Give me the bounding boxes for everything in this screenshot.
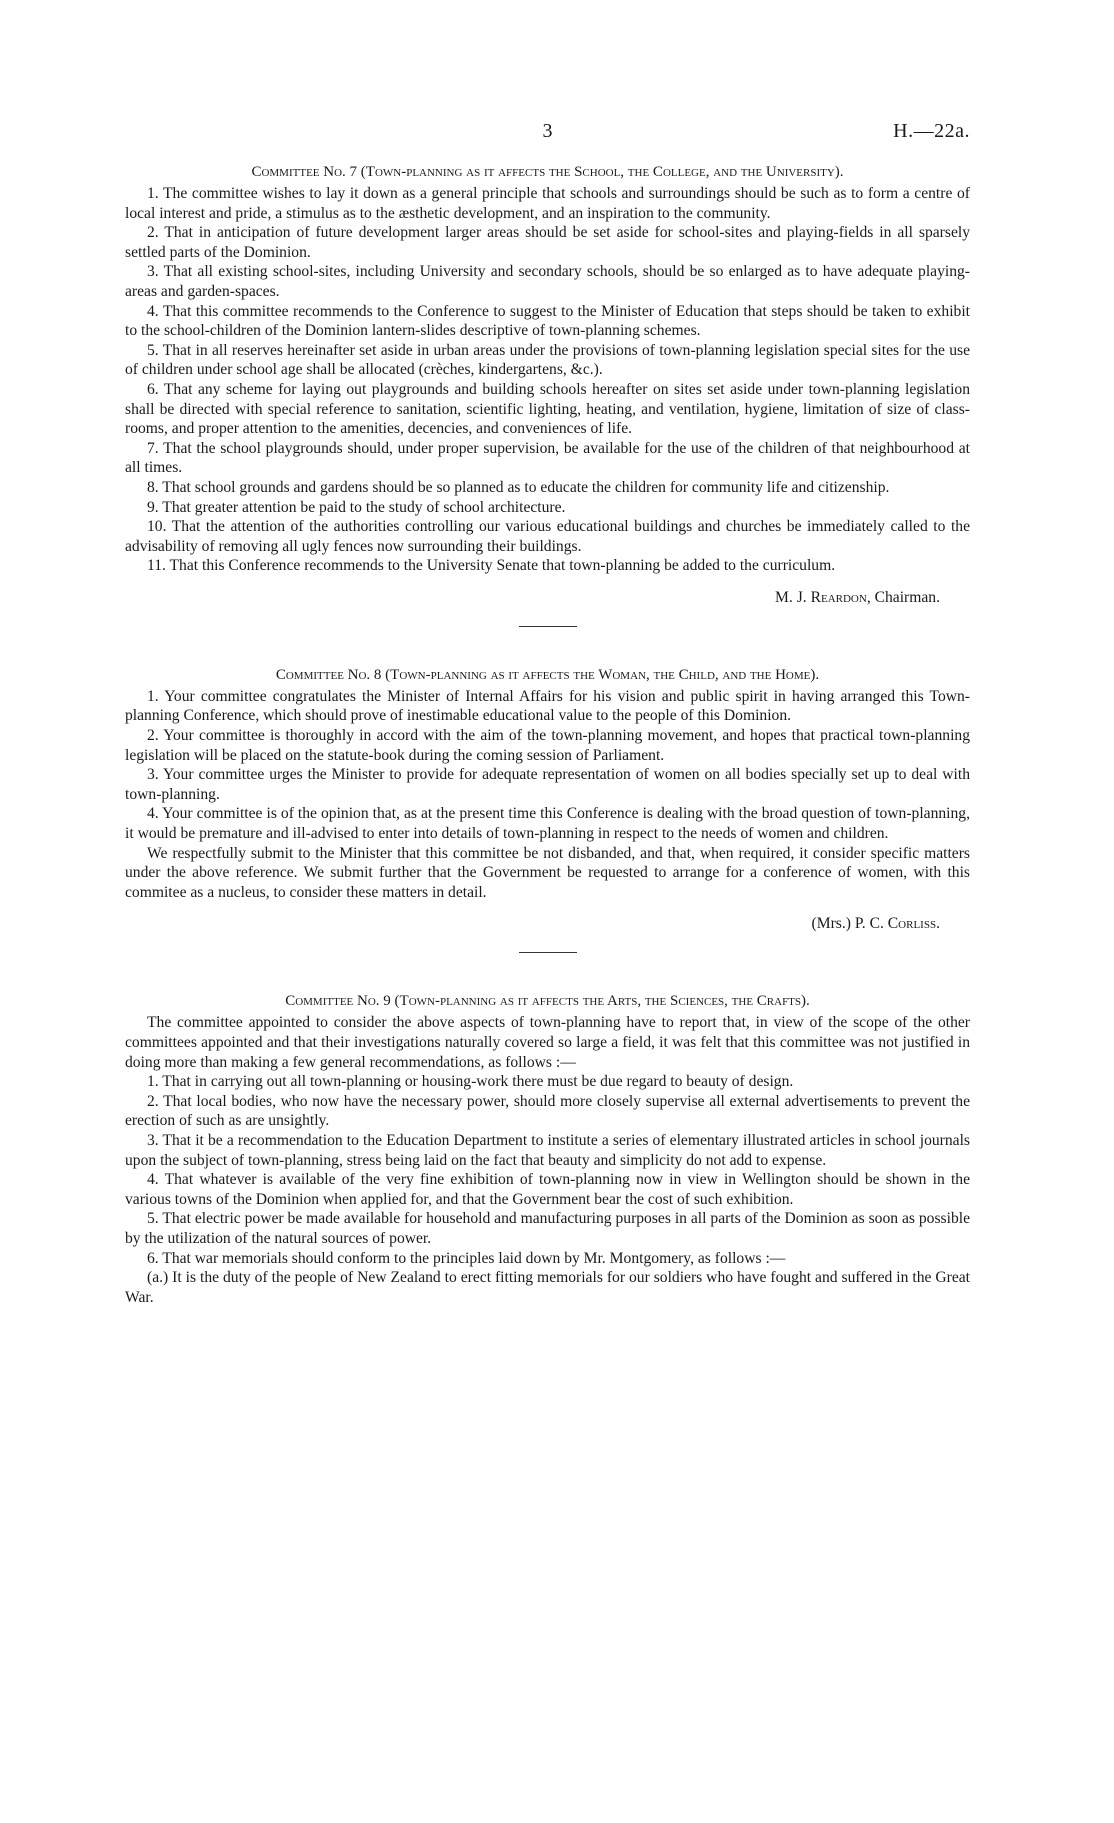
signature-name: Reardon [810,588,867,606]
paragraph: 6. That any scheme for laying out playgrounds and building schools hereafter on sites set aside under town-planning legislation shall be directed with special reference to sanitation, scientific lighting, heating, and ventilation, hygiene, limitation of size of class-rooms, and proper attention to the amenities, decencies, and conveniences of life. [125,380,970,438]
paragraph: 8. That school grounds and gardens should be so planned as to educate the children for community life and citizenship. [147,478,890,496]
paragraph: 4. That whatever is available of the very fine exhibition of town-planning now in view in Wellington should be shown in the various towns of the Dominion when applied for, and that the Government bear the cost of such exhibition. [125,1171,970,1208]
paragraph: 3. Your committee urges the Minister to provide for adequate representation of women on all bodies specially set up to deal with town-planning. [125,766,970,803]
paragraph: The committee appointed to consider the above aspects of town-planning have to report that, in view of the scope of the other committees appointed and that their investigations naturally covered so large a field, it was felt that this committee was not justified in doing more than making a few general recommendations, as follows :— [125,1014,970,1071]
signature [125,914,940,934]
paragraph: 5. That electric power be made available for household and manufacturing purposes in all parts of the Dominion as soon as possible by the utilization of the natural sources of power. [125,1210,970,1247]
paragraph: (a.) It is the duty of the people of New Zealand to erect fitting memorials for our soldiers who have fought and suffered in the Great War. [125,1269,970,1306]
paragraph: 3. That all existing school-sites, including University and secondary schools, should be so enlarged as to have adequate playing-areas and garden-spaces. [125,263,970,300]
document-page [125,120,970,1307]
paragraph: 2. That in anticipation of future development larger areas should be set aside for school-sites and playing-fields in all sparsely settled parts of the Dominion. [125,224,970,261]
paragraph: 7. That the school playgrounds should, under proper supervision, be available for the use of the children of that neighbourhood at all times. [125,439,970,477]
committee-9-section [125,991,970,1307]
paragraph: 6. That war memorials should conform to the principles laid down by Mr. Montgomery, as follows :— [147,1249,786,1267]
spacer [125,627,970,665]
paragraph: 5. That in all reserves hereinafter set aside in urban areas under the provisions of town-planning legislation special sites for the use of children under school age shall be allocated (crèches, kindergartens, &c.). [125,341,970,379]
signature-prefix: (Mrs.) P. C. [811,915,888,933]
paragraph: 3. That it be a recommendation to the Education Department to institute a series of elementary illustrated articles in school journals upon the subject of town-planning, stress being laid on the fact that beauty and simplicity do not add to expense. [125,1131,970,1169]
section-heading: Committee No. 9 (Town-planning as it affects the Arts, the Sciences, the Crafts). [285,993,810,1010]
paragraph: 11. That this Conference recommends to the University Senate that town-planning be added to the curriculum. [147,557,836,575]
section-heading: Committee No. 8 (Town-planning as it affects the Woman, the Child, and the Home). [275,666,820,683]
committee-8-section [125,665,970,954]
paragraph: 4. That this committee recommends to the Conference to suggest to the Minister of Education that steps should be taken to exhibit to the school-children of the Dominion lantern-slides descriptive of town-planning schemes. [125,302,970,340]
paragraph: 1. Your committee congratulates the Minister of Internal Affairs for his vision and public spirit in having arranged this Town-planning Conference, which should prove of inestimable educational value to the people of this Dominion. [125,687,970,725]
signature [125,588,940,608]
paragraph: 2. Your committee is thoroughly in accord with the aim of the town-planning movement, and hopes that practical town-planning legislation will be placed on the statute-book during the coming session of Parliament. [125,727,970,764]
signature-suffix: , Chairman. [866,588,940,606]
section-heading: Committee No. 7 (Town-planning as it affects the School, the College, and the University). [251,164,844,180]
paragraph: We respectfully submit to the Minister that this committee be not disbanded, and that, when required, it consider specific matters under the above reference. We submit further that the Government be requested to arrange for a conference of women, with this commitee as a nucleus, to consider these matters in detail. [125,844,970,901]
paragraph: 1. That in carrying out all town-planning or housing-work there must be due regard to beauty of design. [147,1073,794,1091]
paragraph: 4. Your committee is of the opinion that, as at the present time this Conference is dealing with the broad question of town-planning, it would be premature and ill-advised to enter into details of town-planning in respect to the needs of women and children. [125,805,970,843]
committee-7-section [125,162,970,627]
signature-prefix: M. J. [775,588,811,606]
signature-suffix: . [936,915,940,933]
document-reference: H.—22a. [893,120,970,142]
spacer [125,953,970,991]
page-header [125,120,970,162]
paragraph: 10. That the attention of the authorities controlling our various educational buildings and churches be immediately called to the advisability of removing all ugly fences now surrounding their buildings. [125,518,970,555]
page-number: 3 [542,120,553,142]
paragraph: 2. That local bodies, who now have the necessary power, should more closely supervise all external advertisements to prevent the erection of such as are unsightly. [125,1092,970,1130]
signature-name: Corliss [887,915,937,933]
paragraph: 9. That greater attention be paid to the study of school architecture. [147,498,566,516]
paragraph: 1. The committee wishes to lay it down as a general principle that schools and surroundings should be such as to form a centre of local interest and pride, a stimulus as to the æsthetic development, and an inspiration to the community. [125,185,970,222]
